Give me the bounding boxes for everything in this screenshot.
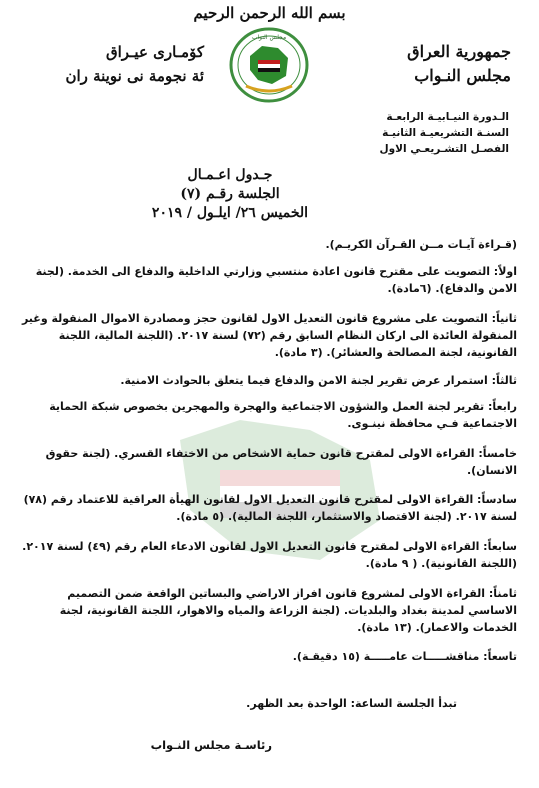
agenda-title: [100, 166, 360, 223]
session-term: الـدورة النيـابيـة الرابعـة: [386, 111, 509, 123]
agenda-item-2: ثانياً: التصويت على مشروع قانون التعديل الاول لقانون حجز ومصادرة الاموال المنقولة وغير المنقولة العائدة الى اركان النظام السابق رقم (٧٢) لسنة ٢٠١٧. (اللجنة المالية، اللجنة القانونية، لجنة المصالحة والعشائر). (٣ مادة).: [21, 312, 517, 359]
presidency-signature: رئاسـة مجلس النـواب: [150, 738, 272, 752]
agenda-item-6: سادساً: القراءة الاولى لمقترح قانون التعديل الاول لقانون الهيأة العراقية للاعتماد رقم (٧٨) لسنة ٢٠١٧. (لجنة الاقتصاد والاستثمار، اللجنة المالية). (٥ مادة).: [23, 493, 517, 523]
agenda-item-quran: (قـراءة آيـات مــن القـرآن الكريـم).: [325, 238, 517, 251]
agenda-item-1: اولاً: التصويت على مقترح قانون اعادة منتسبي وزارتي الداخلية والدفاع الى الخدمة. (لجنة الامن والدفاع). (٦مادة).: [35, 265, 517, 295]
header-country: جمهورية العراق: [407, 42, 511, 61]
header-council: مجلس النـواب: [414, 66, 511, 85]
header-kurdish-council: ئة نجومة نى نوينة ران: [65, 67, 204, 85]
agenda-item-3: ثالثاً: استمرار عرض تقرير لجنة الامن والدفاع فيما يتعلق بالحوادث الامنية.: [120, 374, 517, 387]
basmala: بسم الله الرحمن الرحيم: [193, 4, 346, 22]
header-kurdish: [14, 40, 204, 88]
session-start-time: تبدأ الجلسة الساعة: الواحدة بعد الظهر.: [246, 697, 457, 710]
session-date: الخميس ٢٦/ ايلـول / ٢٠١٩: [151, 205, 309, 221]
agenda-heading: جـدول اعـمـال: [187, 167, 273, 183]
parliament-emblem-icon: [228, 26, 310, 104]
agenda-item-8: ثامناً: القراءة الاولى لمشروع قانون افراز الاراضي والبساتين الواقعة ضمن التصميم الاساسي لمدينة بغداد والبلديات. (لجنة الزراعة والمياه والاهوار، اللجنة القانونية، لجنة الخدمات والاعمار). (١٣ مادة).: [59, 587, 517, 634]
agenda-item-5: خامساً: القراءة الاولى لمقترح قانون حماية الاشخاص من الاختفاء القسري. (لجنة حقوق الانسان).: [45, 447, 517, 477]
agenda-item-4: رابعاً: تقرير لجنة العمل والشؤون الاجتماعية والهجرة والمهجرين بخصوص شبكة الحماية الاجتماعية فـي محافظة نينـوى.: [49, 400, 517, 430]
emblem-arc-text: مجلس النواب: [251, 34, 287, 41]
session-year: السنـة التشريعيـة الثانيـة: [382, 127, 509, 139]
session-info: [319, 109, 509, 157]
session-chapter: الفصـل التشـريعـي الاول: [379, 143, 509, 155]
agenda-item-7: سابعاً: القراءة الاولى لمقترح قانون التعديل الاول لقانون الادعاء العام رقم (٤٩) لسنة ٢٠١٧. (اللجنة القانونية). ( ٩ مادة).: [22, 540, 517, 570]
header-kurdish-country: كۆمـارى عيـراق: [105, 43, 204, 61]
header-republic: [341, 40, 511, 88]
agenda-item-9: تاسعاً: مناقشـــــات عامـــــة (١٥ دقيقـة).: [292, 650, 517, 663]
session-number: الجلسة رقـم (٧): [180, 186, 280, 202]
